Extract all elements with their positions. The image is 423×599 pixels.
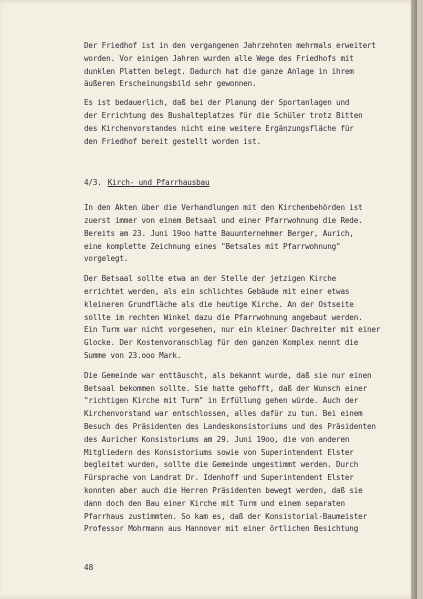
paragraph-gemeinde: Die Gemeinde war enttäuscht, als bekannt wurde, daß sie nur einen Betsaal bekommen sollte. Sie hatte gehofft, daß der Wunsch einer "richtigen Kirche mit Turm" in Erfüllung gehen würde. Auch der Kirchenvorstand war entschlossen, alles dafür zu tun. Bei einem Besuch des Präsidenten des Landeskonsistoriums und des Präsidenten des Auricher Konsistoriums am 29. Juni 19oo, die von anderen Mitgliedern des Konsistoriums sowie von Superintendent Elster begleitet wurden, sollte die Gemeinde umgestimmt werden. Durch Fürsprache von Landrat Dr. Idenhoff und Superintendent Elster konnten aber auch die Herren Präsidenten bewegt werden, daß sie dann doch den Bau einer Kirche mit Turm und einem separaten Pfarrhaus zustimmten. So kam es, daß der Konsistorial-Baumeister Professor Mohrmann aus Hannover mit einer örtlichen Besichtung — [84, 370, 376, 534]
section-heading — [84, 177, 384, 190]
paragraph-friedhof-1: Der Friedhof ist in den vergangenen Jahrzehnten mehrmals erweitert worden. Vor einigen Jahren wurden alle Wege des Friedhofs mit dunklen Platten belegt. Dadurch hat die ganze Anlage in ihrem äußeren Erscheinungsbild sehr gewonnen. — [84, 41, 376, 89]
page-edge — [411, 0, 417, 599]
section-title: Kirch- und Pfarrhausbau — [107, 178, 210, 188]
page-content — [84, 40, 384, 543]
section-number: 4/3. — [84, 178, 102, 188]
paragraph-akten: In den Akten über die Verhandlungen mit den Kirchenbehörden ist zuerst immer von einem Betsaal und einer Pfarrwohnung die Rede. Bereits am 23. Juni 19oo hatte Bauunternehmer Berger, Aurich, eine komplette Zeichnung eines "Betsales mit Pfarrwohnung" vorgelegt. — [84, 203, 363, 264]
paragraph-friedhof-2: Es ist bedauerlich, daß bei der Planung der Sportanlagen und der Errichtung des Bushalteplatzes für die Schüler trotz Bitten des Kirchenvorstandes nicht eine weitere Ergänzungsfläche für den Friedhof bereit gestellt worden ist. — [84, 98, 363, 146]
page-number: 48 — [84, 563, 94, 572]
paragraph-betsaal: Der Betsaal sollte etwa an der Stelle der jetzigen Kirche errichtet werden, als ein schlichtes Gebäude mit einer etwas kleineren Grundfläche als die heutige Kirche. An der Ostseite sollte im rechten Winkel dazu die Pfarrwohnung angebaut werden. Ein Turm war nicht vorgesehen, nur ein kleiner Dachreiter mit einer Glocke. Der Kostenvoranschlag für den ganzen Komplex nennt die Summe von 23.ooo Mark. — [84, 274, 381, 360]
